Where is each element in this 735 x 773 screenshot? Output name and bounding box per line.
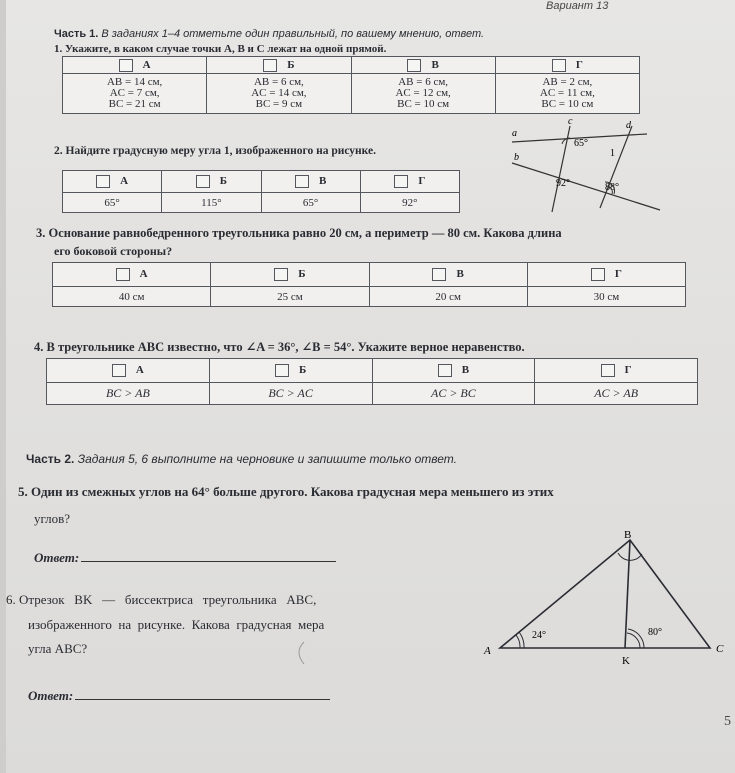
checkbox[interactable] — [116, 268, 130, 281]
vertex-a-label: A — [484, 645, 491, 657]
checkbox[interactable] — [274, 268, 288, 281]
q4-option-a-header[interactable]: А — [47, 359, 210, 383]
q5-answer-label: Ответ: — [34, 550, 80, 565]
part1-label: Часть 1. — [54, 28, 99, 40]
q3-text-line2: его боковой стороны? — [54, 244, 173, 258]
q6-text-line1: 6. Отрезок BK — биссектриса треугольника ABC, — [6, 592, 317, 607]
part1-instructions: В заданиях 1–4 отметьте один правильный, по вашему мнению, ответ. — [101, 28, 485, 40]
q2-option-a-header[interactable]: А — [63, 171, 162, 193]
q1-option-g-header[interactable]: Г — [495, 57, 639, 74]
angle-k-label: 80° — [648, 627, 662, 638]
checkbox[interactable] — [601, 364, 615, 377]
checkbox[interactable] — [394, 175, 408, 188]
q6-text-line2: изображенного на рисунке. Какова градусная мера — [28, 617, 325, 632]
q1-option-b-header[interactable]: Б — [207, 57, 351, 74]
checkbox[interactable] — [591, 268, 605, 281]
label-d: d — [626, 120, 631, 131]
q4-option-g-value: AC > AB — [535, 383, 698, 405]
q3-option-v-value: 20 см — [369, 287, 527, 307]
label-b: b — [514, 152, 519, 163]
part2-header — [26, 452, 457, 466]
q5-text-line2: углов? — [34, 511, 71, 526]
checkbox[interactable] — [275, 364, 289, 377]
q4-option-b-value: BC > AC — [209, 383, 372, 405]
q1-option-v-values: AB = 6 см, AC = 12 см, BC = 10 см — [351, 74, 495, 114]
q4-option-a-value: BC > AB — [47, 383, 210, 405]
checkbox[interactable] — [96, 175, 110, 188]
q5-text-line1: 5. Один из смежных углов на 64° больше другого. Какова градусная мера меньшего из этих — [18, 484, 554, 499]
q1-option-b-values: AB = 6 см, AC = 14 см, BC = 9 см — [207, 74, 351, 114]
q3-option-a-header[interactable]: А — [53, 263, 211, 287]
q2-option-g-value: 92° — [360, 193, 459, 213]
q3-option-v-header[interactable]: В — [369, 263, 527, 287]
checkbox[interactable] — [407, 59, 421, 72]
checkbox[interactable] — [196, 175, 210, 188]
q6-text-line3: угла ABC? — [28, 641, 88, 656]
q1-text: 1. Укажите, в каком случае точки A, B и C лежат на одной прямой. — [54, 43, 387, 55]
q4-option-g-header[interactable]: Г — [535, 359, 698, 383]
vertex-c-label: C — [716, 643, 724, 655]
angle-65-label: 65° — [574, 138, 588, 149]
angle-1-label: 1 — [610, 148, 615, 159]
q6-answer-field[interactable] — [75, 688, 330, 700]
q2-option-v-header[interactable]: В — [261, 171, 360, 193]
checkbox[interactable] — [112, 364, 126, 377]
part1-header — [54, 28, 484, 40]
q3-option-b-header[interactable]: Б — [211, 263, 369, 287]
pencil-mark — [292, 640, 312, 666]
q2-option-b-value: 115° — [162, 193, 261, 213]
page-number: 5 — [724, 714, 731, 729]
q3-option-g-value: 30 см — [527, 287, 685, 307]
q4-option-b-header[interactable]: Б — [209, 359, 372, 383]
q3-option-b-value: 25 см — [211, 287, 369, 307]
q5-answer-row — [34, 549, 336, 567]
q1-option-a-header[interactable]: А — [63, 57, 207, 74]
q1-option-v-header[interactable]: В — [351, 57, 495, 74]
q3-text-line1: 3. Основание равнобедренного треугольника равно 20 см, а периметр — 80 см. Какова длина — [36, 226, 562, 240]
q6-answer-label: Ответ: — [28, 688, 74, 703]
checkbox[interactable] — [432, 268, 446, 281]
q4-text: 4. В треугольнике ABC известно, что ∠A = 36°, ∠B = 54°. Укажите верное неравенство. — [34, 340, 525, 354]
q2-option-v-value: 65° — [261, 193, 360, 213]
checkbox[interactable] — [119, 59, 133, 72]
point-k-label: K — [622, 655, 630, 667]
bisector-bk — [625, 540, 630, 648]
part2-instructions: Задания 5, 6 выполните на черновике и запишите только ответ. — [77, 452, 457, 466]
q1-option-g-values: AB = 2 см, AC = 11 см, BC = 10 см — [495, 74, 639, 114]
checkbox[interactable] — [263, 59, 277, 72]
q2-option-g-header[interactable]: Г — [360, 171, 459, 193]
q6-triangle-figure — [482, 528, 732, 668]
checkbox[interactable] — [295, 175, 309, 188]
part2-label: Часть 2. — [26, 452, 75, 466]
angle-88-label: 88° — [605, 182, 619, 193]
q2-text: 2. Найдите градусную меру угла 1, изображенного на рисунке. — [54, 145, 376, 157]
vertex-b-label: B — [624, 529, 632, 541]
q2-option-b-header[interactable]: Б — [162, 171, 261, 193]
angle-a-label: 24° — [532, 630, 546, 641]
q4-option-v-value: AC > BC — [372, 383, 535, 405]
worksheet-page — [6, 0, 735, 773]
angle-92-label: 92° — [556, 178, 570, 189]
q6-answer-row — [28, 687, 330, 705]
variant-label: Вариант 13 — [546, 0, 609, 12]
q3-option-a-value: 40 см — [53, 287, 211, 307]
q5-answer-field[interactable] — [81, 550, 336, 562]
label-a: a — [512, 128, 517, 139]
label-c: c — [568, 116, 573, 127]
q4-option-v-header[interactable]: В — [372, 359, 535, 383]
q4-answer-table — [46, 358, 698, 405]
line-b — [512, 163, 660, 210]
q2-option-a-value: 65° — [63, 193, 162, 213]
q1-option-a-values: AB = 14 см, AC = 7 см, BC = 21 см — [63, 74, 207, 114]
q2-lines-figure — [502, 116, 662, 216]
q1-answer-table — [62, 56, 640, 114]
checkbox[interactable] — [438, 364, 452, 377]
checkbox[interactable] — [552, 59, 566, 72]
q2-answer-table — [62, 170, 460, 213]
q3-answer-table — [52, 262, 686, 307]
q3-option-g-header[interactable]: Г — [527, 263, 685, 287]
